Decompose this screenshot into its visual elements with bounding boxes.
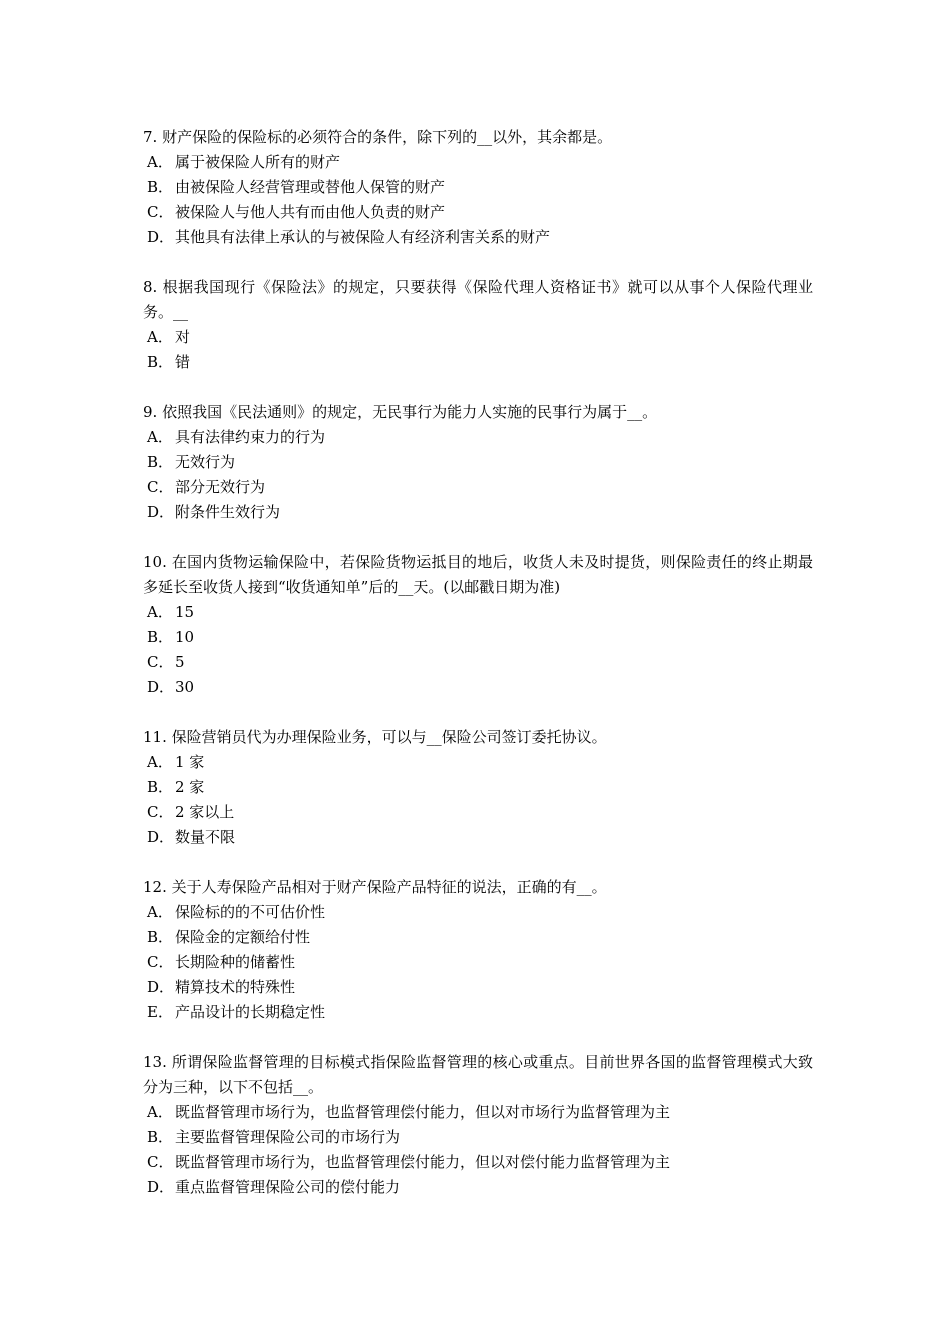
option-text: 对 — [175, 328, 191, 346]
option-letter: A． — [147, 153, 173, 171]
option-d — [143, 500, 813, 525]
option-d — [143, 675, 813, 700]
question-stem: 10. 在国内货物运输保险中，若保险货物运抵目的地后，收货人未及时提货，则保险责任的终止期最多延长至收货人接到“收货通知单”后的__天。(以邮戳日期为准) — [143, 553, 813, 596]
option-b — [143, 175, 813, 200]
option-text: 10 — [175, 628, 195, 646]
option-letter: D． — [147, 503, 175, 521]
option-text: 长期险种的储蓄性 — [175, 953, 296, 971]
option-letter: B． — [147, 628, 174, 646]
option-text: 附条件生效行为 — [175, 503, 281, 521]
option-text: 1 家 — [175, 753, 205, 771]
option-text: 属于被保险人所有的财产 — [175, 153, 341, 171]
option-c — [143, 800, 813, 825]
option-a — [143, 600, 813, 625]
question-list — [143, 125, 813, 1225]
option-text: 15 — [175, 603, 195, 621]
question-stem: 12. 关于人寿保险产品相对于财产保险产品特征的说法，正确的有__。 — [143, 878, 607, 896]
option-text: 既监督管理市场行为，也监督管理偿付能力，但以对偿付能力监督管理为主 — [175, 1153, 671, 1171]
option-letter: B． — [147, 928, 174, 946]
option-text: 保险标的的不可估价性 — [175, 903, 326, 921]
option-b — [143, 625, 813, 650]
option-a — [143, 325, 813, 350]
option-text: 2 家 — [175, 778, 205, 796]
option-c — [143, 200, 813, 225]
option-a — [143, 150, 813, 175]
option-letter: D． — [147, 228, 175, 246]
option-letter: B． — [147, 778, 174, 796]
option-d — [143, 825, 813, 850]
option-letter: D． — [147, 828, 175, 846]
option-a — [143, 750, 813, 775]
option-b — [143, 450, 813, 475]
question-8 — [143, 275, 813, 375]
option-text: 被保险人与他人共有而由他人负责的财产 — [175, 203, 446, 221]
option-c — [143, 950, 813, 975]
option-letter: C． — [147, 953, 174, 971]
option-text: 精算技术的特殊性 — [175, 978, 296, 996]
option-text: 错 — [175, 353, 191, 371]
option-a — [143, 425, 813, 450]
option-letter: D． — [147, 978, 175, 996]
option-d — [143, 1175, 813, 1200]
question-9 — [143, 400, 813, 525]
option-letter: C． — [147, 1153, 174, 1171]
option-text: 5 — [175, 653, 185, 671]
option-d — [143, 225, 813, 250]
question-stem: 9. 依照我国《民法通则》的规定，无民事行为能力人实施的民事行为属于__。 — [143, 403, 658, 421]
question-stem: 11. 保险营销员代为办理保险业务，可以与__保险公司签订委托协议。 — [143, 728, 607, 746]
option-b — [143, 1125, 813, 1150]
option-letter: A． — [147, 903, 173, 921]
question-stem: 13. 所谓保险监督管理的目标模式指保险监督管理的核心或重点。目前世界各国的监督管理模式大致分为三种，以下不包括__。 — [143, 1053, 813, 1096]
option-a — [143, 1100, 813, 1125]
question-7 — [143, 125, 813, 250]
option-letter: B． — [147, 178, 174, 196]
option-letter: D． — [147, 678, 175, 696]
option-text: 具有法律约束力的行为 — [175, 428, 326, 446]
option-letter: C． — [147, 478, 174, 496]
question-13 — [143, 1050, 813, 1200]
option-letter: C． — [147, 653, 174, 671]
option-text: 数量不限 — [175, 828, 236, 846]
option-text: 无效行为 — [175, 453, 236, 471]
option-letter: A． — [147, 753, 173, 771]
option-text: 30 — [175, 678, 195, 696]
option-a — [143, 900, 813, 925]
question-11 — [143, 725, 813, 850]
option-e — [143, 1000, 813, 1025]
option-text: 重点监督管理保险公司的偿付能力 — [175, 1178, 401, 1196]
option-letter: A． — [147, 328, 173, 346]
option-letter: A． — [147, 1103, 173, 1121]
option-letter: B． — [147, 453, 174, 471]
option-text: 部分无效行为 — [175, 478, 266, 496]
option-b — [143, 925, 813, 950]
option-b — [143, 775, 813, 800]
option-letter: A． — [147, 428, 173, 446]
option-d — [143, 975, 813, 1000]
question-stem: 8. 根据我国现行《保险法》的规定，只要获得《保险代理人资格证书》就可以从事个人保险代理业务。__ — [143, 278, 813, 321]
option-c — [143, 475, 813, 500]
option-text: 其他具有法律上承认的与被保险人有经济利害关系的财产 — [175, 228, 551, 246]
option-text: 2 家以上 — [175, 803, 235, 821]
question-12 — [143, 875, 813, 1025]
option-text: 由被保险人经营管理或替他人保管的财产 — [175, 178, 446, 196]
option-text: 既监督管理市场行为，也监督管理偿付能力，但以对市场行为监督管理为主 — [175, 1103, 671, 1121]
option-c — [143, 650, 813, 675]
option-letter: E． — [147, 1003, 173, 1021]
question-stem: 7. 财产保险的保险标的必须符合的条件，除下列的__以外，其余都是。 — [143, 128, 613, 146]
option-text: 保险金的定额给付性 — [175, 928, 311, 946]
option-letter: B． — [147, 1128, 174, 1146]
question-10 — [143, 550, 813, 700]
option-letter: D． — [147, 1178, 175, 1196]
option-c — [143, 1150, 813, 1175]
option-text: 产品设计的长期稳定性 — [175, 1003, 326, 1021]
option-text: 主要监督管理保险公司的市场行为 — [175, 1128, 401, 1146]
option-letter: B． — [147, 353, 174, 371]
option-letter: C． — [147, 203, 174, 221]
option-letter: C． — [147, 803, 174, 821]
option-letter: A． — [147, 603, 173, 621]
option-b — [143, 350, 813, 375]
